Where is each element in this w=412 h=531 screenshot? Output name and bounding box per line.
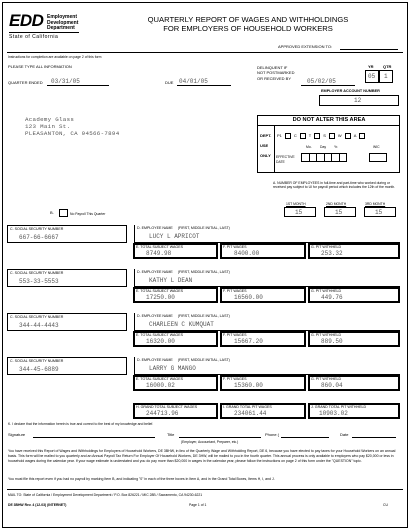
- pit-wages-label-text: PIT WAGES: [226, 289, 247, 293]
- yr-label-dna: Yr.: [334, 145, 339, 149]
- agency-name: [47, 15, 78, 32]
- subject-wages-label-text: TOTAL SUBJECT WAGES: [140, 333, 184, 337]
- pit-wages-label-text: PIT WAGES: [226, 245, 247, 249]
- footer-code: CU: [383, 503, 388, 507]
- pit-withheld-label-text: PIT WITHHELD: [315, 333, 342, 337]
- delinquent-line-2: NOT POSTMARKED: [257, 70, 295, 76]
- pit-withheld-label: G. PIT WITHHELD: [311, 245, 342, 249]
- due-line: [177, 85, 231, 86]
- pit-wages-value: 15667.20: [234, 338, 263, 345]
- month2-label: 2ND MONTH: [326, 202, 347, 206]
- code-w: W: [337, 132, 342, 138]
- total-h-value: 244713.96: [146, 410, 179, 417]
- total-i-label: I. GRAND TOTAL PIT WAGES: [223, 405, 272, 409]
- employee-name-value: LUCY L APRICOT: [149, 233, 200, 240]
- only-label: ONLY: [260, 153, 271, 158]
- item-a-text: A. NUMBER OF EMPLOYEES in full-time and part-time who worked during or received pay subject to UI for payroll period which includes the 12th of the month.: [273, 181, 396, 190]
- delinquent-line-1: DELINQUENT IF: [257, 65, 288, 70]
- quarter-ended-label: QUARTER ENDED: [8, 80, 43, 85]
- employee-name-label: D. EMPLOYEE NAME (FIRST, MIDDLE INITIAL, LAST): [137, 358, 230, 362]
- yr-label: YR: [368, 64, 374, 69]
- yr-value: 05: [368, 73, 376, 80]
- dept-use-only-label: [260, 131, 271, 161]
- day-label: Day: [320, 145, 327, 149]
- ssn-label: C. SOCIAL SECURITY NUMBER: [10, 315, 64, 319]
- pit-wages-label: F. PIT WAGES: [223, 333, 247, 337]
- account-number-label: EMPLOYER ACCOUNT NUMBER: [321, 89, 380, 93]
- dept-label: DEPT.: [260, 133, 272, 138]
- wic-label: WIC: [373, 145, 380, 149]
- note-paragraph-1: You have received this Report of Wages and Withholdings for Employers of Household Workers, DE 3BHW, in lieu of the Quarterly Wage and Withholding Report, DE 6, because you have elected to pay taxes for your Household Workers on an annual basis. This form will be mailed to you quarterly and an Annual Payroll Tax Return For Employer Of Household Workers, DE 3HW, will be mailed to you in the fourth quarter. This annual process is only available to employers who pay $20,000 or less in household wages during the calendar year. If your wage estimate is understated and you do pay more than $20,000 in wages in the calendar year, please follow the instructions on page 2 of this form under the "QUESTION" topic.: [8, 449, 396, 463]
- ssn-label-text: SOCIAL SECURITY NUMBER: [14, 271, 64, 275]
- pit-wages-value: 15360.00: [234, 382, 263, 389]
- title-field[interactable]: [179, 437, 261, 438]
- month1-label: 1ST MONTH: [286, 202, 306, 206]
- month1-value: 15: [295, 209, 303, 216]
- pit-wages-value: 16560.00: [234, 294, 263, 301]
- mail-divider: [7, 489, 403, 490]
- ssn-value: 344-44-4443: [19, 322, 59, 329]
- form-page: [2, 2, 408, 528]
- pit-withheld-value: 449.76: [321, 294, 343, 301]
- title-hint: (Employer, Accountant, Preparer, etc.): [181, 440, 239, 444]
- ssn-label: C. SOCIAL SECURITY NUMBER: [10, 227, 64, 231]
- subject-wages-label: E. TOTAL SUBJECT WAGES: [136, 377, 184, 381]
- ssn-value: 667-66-6667: [19, 234, 59, 241]
- total-j-label: J. GRAND TOTAL PIT WITHHELD: [311, 405, 367, 409]
- employee-name-hint: (FIRST, MIDDLE INITIAL, LAST): [177, 314, 230, 318]
- subject-wages-label-text: TOTAL SUBJECT WAGES: [140, 377, 184, 381]
- agency-line-3: Department: [47, 25, 75, 32]
- date-field[interactable]: [352, 437, 396, 438]
- total-i-label-text: GRAND TOTAL PIT WAGES: [226, 405, 272, 409]
- delinquent-value[interactable]: 05/02/05: [307, 78, 336, 85]
- total-i-value: 234061.44: [234, 410, 267, 417]
- employee-name-label-text: EMPLOYEE NAME: [141, 270, 173, 274]
- ssn-label: C. SOCIAL SECURITY NUMBER: [10, 359, 64, 363]
- eff-date-cell: [302, 154, 310, 161]
- ssn-value: 553-33-5553: [19, 278, 59, 285]
- note-paragraph-2: You must file this report even if you had no payroll by marking Item B, and indicating "0" in each of the three boxes in Item A, and in the Grand Total Boxes, Items H, I, and J.: [8, 477, 275, 481]
- code-c-box: [300, 133, 306, 139]
- signature-field[interactable]: [33, 437, 155, 438]
- qtr-label: QTR: [383, 64, 392, 69]
- employee-name-label: D. EMPLOYEE NAME (FIRST, MIDDLE INITIAL, LAST): [137, 270, 230, 274]
- eff-date-cell: [310, 154, 318, 161]
- month3-label: 3RD MONTH: [365, 202, 386, 206]
- employer-street: 123 Main St.: [25, 123, 71, 130]
- title-line-1: QUARTERLY REPORT OF WAGES AND WITHHOLDINGS: [147, 15, 349, 24]
- no-payroll-checkbox[interactable]: [59, 209, 68, 217]
- code-a: A: [353, 132, 357, 138]
- due-value[interactable]: 04/01/05: [179, 78, 208, 85]
- ssn-label-text: SOCIAL SECURITY NUMBER: [14, 359, 64, 363]
- pit-wages-label-text: PIT WAGES: [226, 377, 247, 381]
- code-c: C: [293, 132, 297, 138]
- total-j-value: 10903.02: [319, 410, 348, 417]
- mail-to: MAIL TO: State of California / Employment Development Department / P.O. Box 826221 / MIC 28B / Sacramento, CA 94230-6221: [8, 493, 203, 497]
- effective-date-boxes[interactable]: [301, 153, 347, 162]
- employee-name-value: CHARLEEN C KUMQUAT: [149, 321, 214, 328]
- code-w-box: [345, 133, 351, 139]
- pit-wages-label-text: PIT WAGES: [226, 333, 247, 337]
- pit-withheld-value: 253.32: [321, 250, 343, 257]
- state-line: State of California: [9, 32, 79, 40]
- approved-extension-label: APPROVED EXTENSION TO:: [278, 44, 333, 49]
- employer-name: Academy Glass: [25, 116, 75, 123]
- approved-extension-field[interactable]: [340, 49, 398, 50]
- subject-wages-label: E. TOTAL SUBJECT WAGES: [136, 333, 184, 337]
- subject-wages-value: 17250.00: [146, 294, 175, 301]
- pit-withheld-label-text: PIT WITHHELD: [315, 377, 342, 381]
- date-label: Date: [340, 432, 349, 437]
- quarter-ended-line: [47, 85, 109, 86]
- subject-wages-label-text: TOTAL SUBJECT WAGES: [140, 245, 184, 249]
- employee-name-label-text: EMPLOYEE NAME: [141, 358, 173, 362]
- phone-label: Phone (: [265, 432, 280, 437]
- please-type-label: PLEASE TYPE ALL INFORMATION: [8, 64, 72, 69]
- employee-name-value: LARRY G MANGO: [149, 365, 196, 372]
- code-s-box: [329, 133, 335, 139]
- edd-logo-text: EDD: [9, 11, 44, 30]
- code-p1: P1: [277, 132, 282, 138]
- employer-city: PLEASANTON, CA 94566-7894: [25, 130, 120, 137]
- total-h-label-text: GRAND TOTAL SUBJECT WAGES: [140, 405, 198, 409]
- pit-withheld-label-text: PIT WITHHELD: [315, 289, 342, 293]
- form-id: DE 3BHW Rev. 4 (12-03) (INTERNET): [8, 503, 67, 507]
- subject-wages-label: E. TOTAL SUBJECT WAGES: [136, 245, 184, 249]
- subject-wages-value: 16320.00: [146, 338, 175, 345]
- code-t: T: [308, 132, 312, 138]
- employee-name-label: D. EMPLOYEE NAME (FIRST, MIDDLE INITIAL, LAST): [137, 314, 230, 318]
- dna-code-row: [277, 133, 399, 139]
- code-s: S: [323, 132, 326, 138]
- header-divider: [7, 52, 403, 53]
- total-j-label-text: GRAND TOTAL PIT WITHHELD: [314, 405, 367, 409]
- eff-date-cell: [317, 154, 325, 161]
- signature-label: Signature: [8, 432, 26, 437]
- delinquent-line: [301, 85, 355, 86]
- ssn-label: C. SOCIAL SECURITY NUMBER: [10, 271, 64, 275]
- employee-name-hint: (FIRST, MIDDLE INITIAL, LAST): [177, 358, 230, 362]
- effective-date-label: EFFECTIVE DATE: [276, 155, 295, 164]
- title-label: Title: [167, 432, 175, 437]
- use-label: USE: [260, 143, 269, 148]
- employee-name-label: D. EMPLOYEE NAME (FIRST, MIDDLE INITIAL, LAST): [137, 226, 230, 230]
- month3-value: 15: [375, 209, 383, 216]
- page-number: Page 1 of 1: [189, 503, 207, 507]
- do-not-alter-title: DO NOT ALTER THIS AREA: [292, 117, 366, 123]
- pit-wages-label: F. PIT WAGES: [223, 289, 247, 293]
- ssn-value: 344-45-6889: [19, 366, 59, 373]
- employee-name-hint: (FIRST, MIDDLE INITIAL, LAST): [177, 270, 230, 274]
- no-payroll-label: No Payroll This Quarter: [70, 212, 106, 216]
- phone-field[interactable]: [281, 437, 329, 438]
- item-b-letter: B.: [50, 210, 54, 215]
- ssn-label-text: SOCIAL SECURITY NUMBER: [14, 315, 64, 319]
- code-p1-box: [285, 133, 291, 139]
- delinquent-label: [257, 65, 295, 81]
- delinquent-line-3: OR RECEIVED BY: [257, 75, 292, 81]
- pit-wages-label: F. PIT WAGES: [223, 377, 247, 381]
- total-h-label: H. GRAND TOTAL SUBJECT WAGES: [136, 405, 198, 409]
- subject-wages-label-text: TOTAL SUBJECT WAGES: [140, 289, 184, 293]
- eff-date-cell: [332, 154, 340, 161]
- eff-date-cell: [325, 154, 333, 161]
- subject-wages-value: 16000.02: [146, 382, 175, 389]
- pit-withheld-label: G. PIT WITHHELD: [311, 377, 342, 381]
- declaration-text: K. I declare that the information herein is true and correct to the best of my knowledge and belief.: [8, 422, 154, 426]
- form-title: [123, 15, 373, 33]
- agency-line-2: Development: [47, 19, 79, 26]
- employer-address: [25, 116, 119, 137]
- employee-name-label-text: EMPLOYEE NAME: [141, 226, 173, 230]
- account-number-value: 12: [354, 97, 362, 104]
- code-t-box: [314, 133, 320, 139]
- title-line-2: FOR EMPLOYERS OF HOUSEHOLD WORKERS: [163, 24, 333, 33]
- employee-name-label-text: EMPLOYEE NAME: [141, 314, 173, 318]
- pit-wages-label: F. PIT WAGES: [223, 245, 247, 249]
- wic-box[interactable]: [369, 153, 387, 162]
- pit-wages-value: 8400.00: [234, 250, 260, 257]
- pit-withheld-value: 860.04: [321, 382, 343, 389]
- pit-withheld-label: G. PIT WITHHELD: [311, 333, 342, 337]
- dept-use-divider: [274, 125, 275, 173]
- agency-line-1: Employment: [47, 14, 78, 20]
- do-not-alter-area: [257, 115, 400, 173]
- mo-label: Mo.: [306, 145, 312, 149]
- subject-wages-label: E. TOTAL SUBJECT WAGES: [136, 289, 184, 293]
- code-a-box: [359, 133, 365, 139]
- employee-name-value: KATHY L DEAN: [149, 277, 193, 284]
- qtr-value: 1: [384, 73, 388, 80]
- quarter-ended-value[interactable]: 03/31/05: [51, 78, 80, 85]
- subject-wages-value: 8749.98: [146, 250, 172, 257]
- dna-title-divider: [257, 125, 400, 126]
- instructions-note: Instructions for completion are available on page 2 of this form: [8, 55, 102, 59]
- due-label: DUE: [165, 80, 174, 85]
- pit-withheld-label: G. PIT WITHHELD: [311, 289, 342, 293]
- ssn-label-text: SOCIAL SECURITY NUMBER: [14, 227, 64, 231]
- employee-name-hint: (FIRST, MIDDLE INITIAL, LAST): [177, 226, 230, 230]
- month2-value: 15: [335, 209, 343, 216]
- eff-date-cell: [340, 154, 347, 161]
- pit-withheld-value: 889.50: [321, 338, 343, 345]
- pit-withheld-label-text: PIT WITHHELD: [315, 245, 342, 249]
